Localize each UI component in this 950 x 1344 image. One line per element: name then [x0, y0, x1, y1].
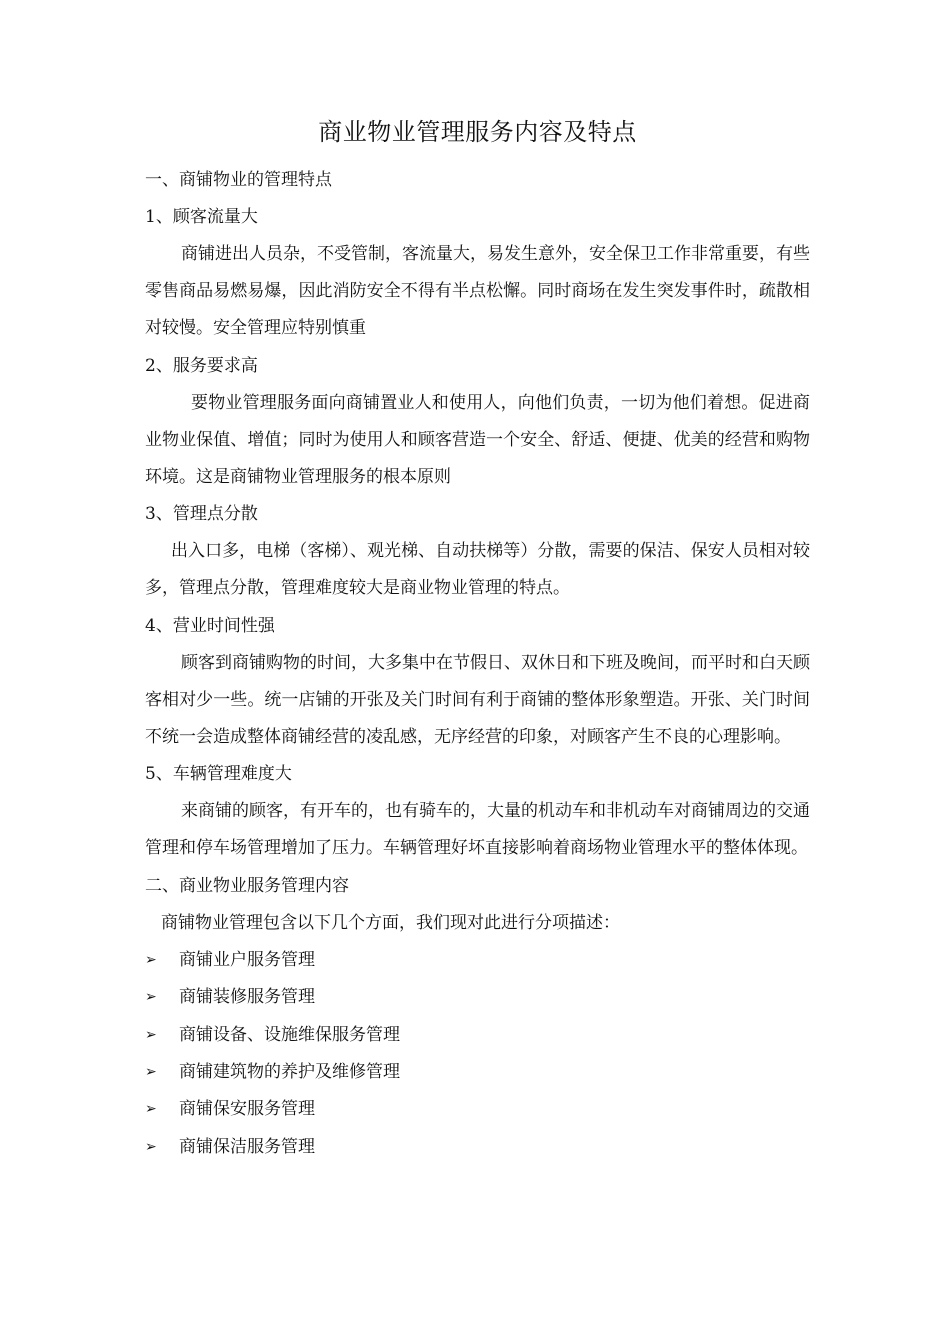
item-paragraph-4: 顾客到商铺购物的时间，大多集中在节假日、双休日和下班及晚间，而平时和白天顾客相对少一些。统一店铺的开张及关门时间有利于商铺的整体形象塑造。开张、关门时间不统一会造成整体商铺经营的凌乱感，无序经营的印象，对顾客产生不良的心理影响。: [145, 652, 810, 748]
item-paragraph-3: 出入口多，电梯（客梯）、观光梯、自动扶梯等）分散，需要的保洁、保安人员相对较多，管理点分散，管理难度较大是商业物业管理的特点。: [145, 541, 810, 599]
item-heading-4: 4、营业时间性强: [145, 615, 275, 636]
list-item: [145, 1017, 810, 1054]
list-item-label: 商铺保洁服务管理: [179, 1136, 315, 1157]
item-heading-3: 3、管理点分散: [145, 504, 258, 525]
document-page: [145, 112, 810, 1166]
arrow-bullet-icon: ➢: [145, 951, 157, 968]
list-item: [145, 1091, 810, 1128]
list-item-label: 商铺设备、设施维保服务管理: [179, 1024, 400, 1045]
item-paragraph-1: 商铺进出人员杂，不受管制，客流量大，易发生意外，安全保卫工作非常重要，有些零售商品易燃易爆，因此消防安全不得有半点松懈。同时商场在发生突发事件时，疏散相对较慢。安全管理应特别慎重: [145, 244, 810, 339]
page-title: 商业物业管理服务内容及特点: [318, 118, 637, 146]
list-item-label: 商铺业户服务管理: [179, 949, 315, 970]
section-heading-2: 二、商业物业服务管理内容: [145, 875, 349, 896]
list-item: [145, 1054, 810, 1091]
list-item-label: 商铺保安服务管理: [179, 1099, 315, 1120]
list-item: [145, 979, 810, 1016]
section-heading-1: 一、商铺物业的管理特点: [145, 170, 332, 190]
arrow-bullet-icon: ➢: [145, 1138, 157, 1155]
item-paragraph-5: 来商铺的顾客，有开车的，也有骑车的，大量的机动车和非机动车对商铺周边的交通管理和停车场管理增加了压力。车辆管理好坏直接影响着商场物业管理水平的整体体现。: [145, 801, 810, 859]
list-item: [145, 1129, 810, 1166]
item-heading-2: 2、服务要求高: [145, 355, 258, 376]
item-heading-1: 1、顾客流量大: [145, 207, 258, 227]
list-item-label: 商铺装修服务管理: [179, 987, 315, 1008]
list-item: [145, 942, 810, 979]
item-paragraph-2: 要物业管理服务面向商铺置业人和使用人，向他们负责，一切为他们着想。促进商业物业保值、增值；同时为使用人和顾客营造一个安全、舒适、便捷、优美的经营和购物环境。这是商铺物业管理服务的根本原则: [145, 392, 810, 488]
list-item-label: 商铺建筑物的养护及维修管理: [179, 1062, 400, 1083]
item-heading-5: 5、车辆管理难度大: [145, 764, 292, 785]
arrow-bullet-icon: ➢: [145, 1101, 157, 1118]
arrow-bullet-icon: ➢: [145, 989, 157, 1006]
arrow-bullet-icon: ➢: [145, 1064, 157, 1081]
arrow-bullet-icon: ➢: [145, 1026, 157, 1043]
section-intro: 商铺物业管理包含以下几个方面，我们现对此进行分项描述：: [161, 912, 620, 933]
